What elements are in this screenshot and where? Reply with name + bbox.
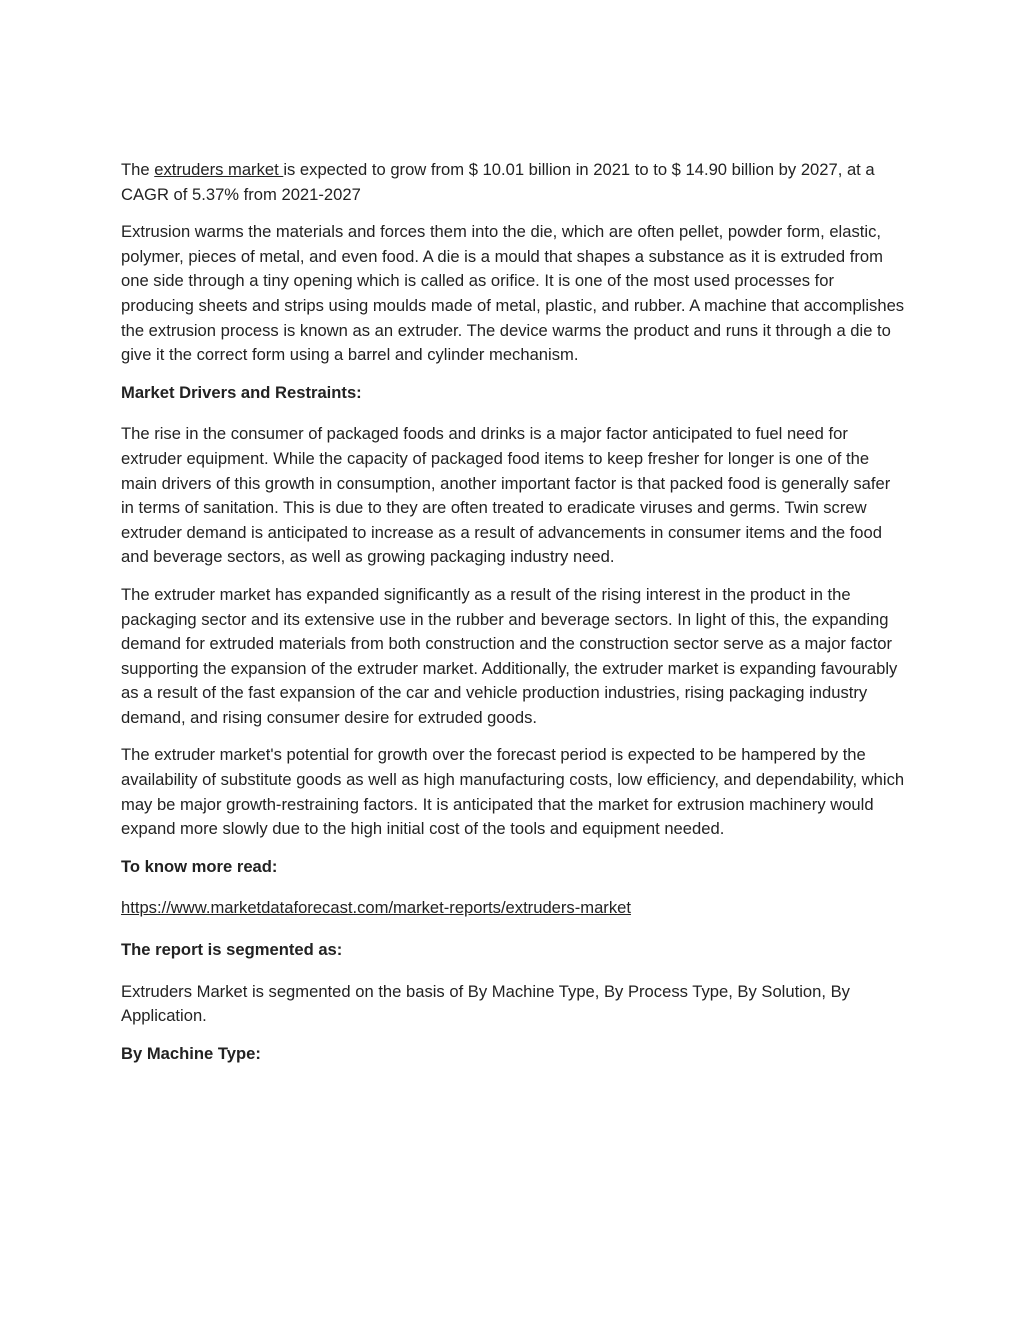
know-more-heading: To know more read:	[121, 856, 278, 876]
intro-paragraph	[121, 158, 906, 207]
extruders-market-link[interactable]: extruders market	[154, 160, 284, 179]
restraints-paragraph: The extruder market's potential for growth over the forecast period is expected to be hampered by the availability of substitute goods as well as high manufacturing costs, low efficiency, and dependability, which may be major growth-restraining factors. It is anticipated that the market for extrusion machinery would expand more slowly due to the high initial cost of the tools and equipment needed.	[121, 745, 905, 839]
segmentation-paragraph: Extruders Market is segmented on the basis of By Machine Type, By Process Type, By Solution, By Application.	[121, 981, 850, 1026]
drivers-heading: Market Drivers and Restraints:	[121, 382, 362, 402]
segmented-heading: The report is segmented as:	[121, 940, 343, 960]
intro-suffix: is expected to grow from $ 10.01 billion in 2021 to to $ 14.90 billion by 2027, at a CAGR of 5.37% from 2021-2027	[121, 160, 875, 204]
machine-type-heading: By Machine Type:	[121, 1043, 261, 1063]
drivers-paragraph-2: The extruder market has expanded significantly as a result of the rising interest in the product in the packaging sector and its extensive use in the rubber and beverage sectors. In light of this, the expanding demand for extruded materials from both construction and the construction sector serve as a major factor supporting the expansion of the extruder market. Additionally, the extruder market is expanding favourably as a result of the fast expansion of the car and vehicle production industries, rising packaging industry demand, and rising consumer desire for extruded goods.	[121, 584, 898, 727]
extrusion-paragraph: Extrusion warms the materials and forces them into the die, which are often pellet, powder form, elastic, polymer, pieces of metal, and even food. A die is a mould that shapes a substance as it is extruded from one side through a tiny opening which is called as orifice. It is one of the most used processes for producing sheets and strips using moulds made of metal, plastic, and rubber. A machine that accomplishes the extrusion process is known as an extruder. The device warms the product and runs it through a die to give it the correct form using a barrel and cylinder mechanism.	[121, 222, 905, 365]
report-url-link[interactable]: https://www.marketdataforecast.com/market-reports/extruders-market	[121, 898, 631, 918]
document-body	[121, 158, 906, 1083]
report-link-paragraph	[121, 896, 906, 921]
drivers-paragraph-1: The rise in the consumer of packaged foods and drinks is a major factor anticipated to fuel need for extruder equipment. While the capacity of packaged food items to keep fresher for longer is one of the main drivers of this growth in consumption, another important factor is that packed food is generally safer in terms of sanitation. This is due to they are often treated to eradicate viruses and germs. Twin screw extruder demand is anticipated to increase as a result of advancements in consumer items and the food and beverage sectors, as well as growing packaging industry need.	[121, 424, 891, 567]
intro-prefix: The	[121, 160, 155, 179]
